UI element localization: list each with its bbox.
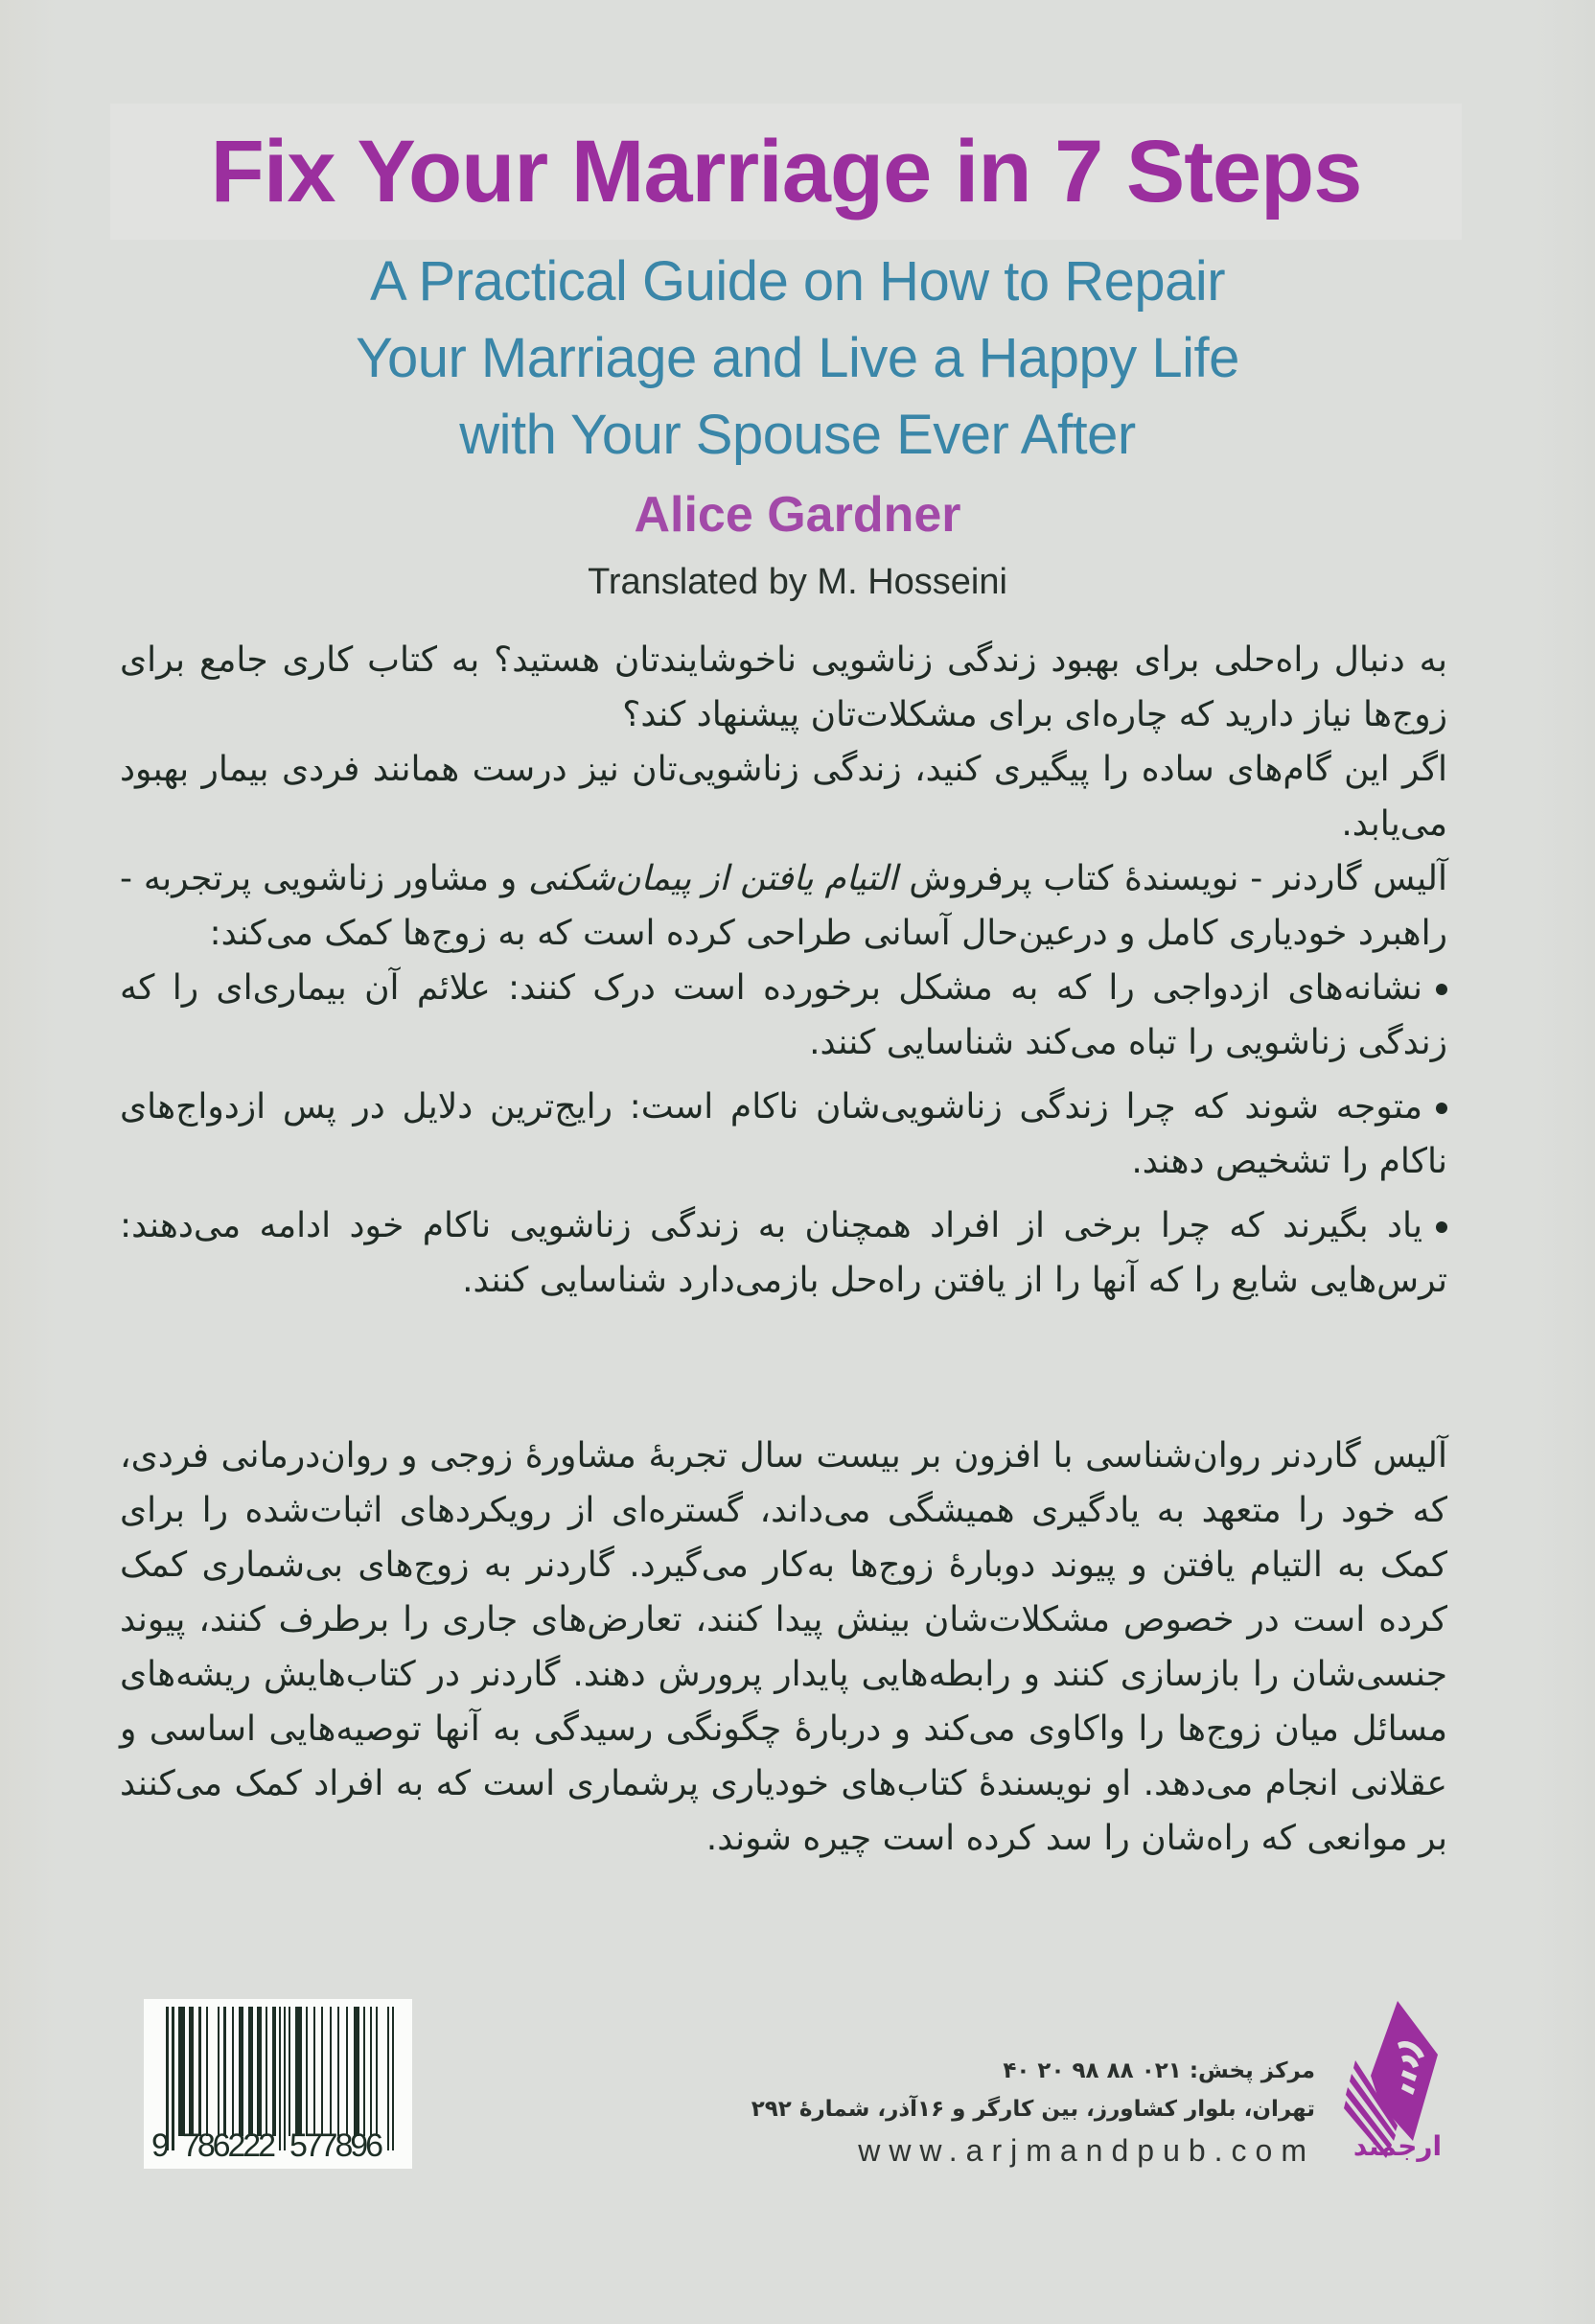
isbn-right-group: 577896 xyxy=(289,2127,383,2164)
bullet-icon xyxy=(1436,984,1447,995)
blurb-paragraph: اگر این گام‌های ساده را پیگیری کنید، زندگی زناشویی‌تان نیز درست همانند فردی بیمار بهبود می‌یابد. xyxy=(120,750,1447,844)
subtitle-line: with Your Spouse Ever After xyxy=(459,404,1136,466)
distribution-phone: مرکز پخش: ۰۲۱ ۸۸ ۹۸ ۲۰ ۴۰ xyxy=(1003,2058,1315,2083)
publisher-info xyxy=(751,2052,1315,2173)
publisher-address: تهران، بلوار کشاورز، بین کارگر و ۱۶آذر، شمارهٔ ۲۹۲ xyxy=(751,2097,1315,2122)
blurb-text: آلیس گاردنر - نویسندهٔ کتاب پرفروش xyxy=(897,859,1448,898)
subtitle-line: A Practical Guide on How to Repair xyxy=(369,250,1226,313)
title-band xyxy=(110,104,1462,240)
list-item xyxy=(120,1080,1447,1189)
list-item-text: متوجه شوند که چرا زندگی زناشویی‌شان ناکام است: رایج‌ترین دلایل در پس ازدواج‌های ناکام را تشخیص دهند. xyxy=(120,1087,1447,1181)
bio-paragraph: آلیس گاردنر روان‌شناسی با افزون بر بیست سال تجربهٔ مشاورهٔ زوجی و روان‌درمانی فردی، که خود را متعهد به یادگیری همیشگی می‌داند، گستره‌ای از رویکردهای اثبات‌شده را برای کمک به التیام یافتن و پیوند دوبارهٔ زوج‌ها به‌کار می‌گیرد. گاردنر به زوج‌های بی‌شماری کمک کرده است در خصوص مشکلات‌شان بینش پیدا کنند، تعارض‌های جاری را برطرف کنند، پیوند جنسی‌شان را بازسازی کنند و رابطه‌هایی پایدار پرورش دهند. گاردنر در کتاب‌هایش ریشه‌های مسائل میان زوج‌ها را واکاوی می‌کند و دربارهٔ چگونگی رسیدگی به آنها توصیه‌هایی اساسی و عقلانی انجام می‌دهد. او نویسندهٔ کتاب‌های خودیاری پرشماری است که به افراد کمک می‌کنند بر موانعی که راه‌شان را سد کرده است چیره شوند. xyxy=(120,1436,1447,1858)
blurb-text: و مشاور زناشویی پرتجربه - راهبرد خودیاری کامل و درعین‌حال آسانی طراحی کرده است که به زوج‌ها کمک می‌کند: xyxy=(120,859,1447,953)
book-title: Fix Your Marriage in 7 Steps xyxy=(210,123,1362,221)
list-item xyxy=(120,961,1447,1070)
benefit-list xyxy=(120,961,1447,1308)
author-name: Alice Gardner xyxy=(634,487,961,543)
author-bio xyxy=(120,1429,1447,1866)
publisher-website-link[interactable]: www.arjmandpub.com xyxy=(858,2133,1315,2168)
list-item-text: یاد بگیرند که چرا برخی از افراد همچنان به زندگی زناشویی ناکام خود ادامه می‌دهند: ترس‌هایی شایع را که آنها را از یافتن راه‌حل بازمی‌دارد شناسایی کنند. xyxy=(120,1206,1447,1300)
subtitle-line: Your Marriage and Live a Happy Life xyxy=(356,327,1239,389)
isbn-number xyxy=(144,2122,412,2166)
isbn-prefix: 9 xyxy=(151,2127,170,2164)
blurb-intro xyxy=(120,633,1447,1308)
book-title-reference: التیام یافتن از پیمان‌شکنی xyxy=(528,859,898,898)
list-item xyxy=(120,1198,1447,1308)
list-item-text: نشانه‌های ازدواجی را که به مشکل برخورده است درک کنند: علائم آن بیماری‌ای را که زندگی زناشویی را تباه می‌کند شناسایی کنند. xyxy=(120,968,1447,1062)
bullet-icon xyxy=(1436,1221,1447,1233)
blurb-paragraph: به دنبال راه‌حلی برای بهبود زندگی زناشویی ناخوشایندتان هستید؟ به کتاب کاری جامع برای زوج‌ها نیاز دارید که چاره‌ای برای مشکلات‌تان پیشنهاد کند؟ xyxy=(120,640,1447,734)
publisher-logo-name: ارجمند xyxy=(1352,2130,1443,2162)
spacer xyxy=(120,1189,1447,1198)
isbn-barcode xyxy=(144,1999,412,2169)
isbn-left-group: 786222 xyxy=(182,2127,276,2164)
book-subtitle xyxy=(0,244,1595,474)
spacer xyxy=(120,1070,1447,1080)
translator-credit: Translated by M. Hosseini xyxy=(588,562,1007,602)
blurb-paragraph xyxy=(120,851,1447,961)
bullet-icon xyxy=(1436,1103,1447,1114)
